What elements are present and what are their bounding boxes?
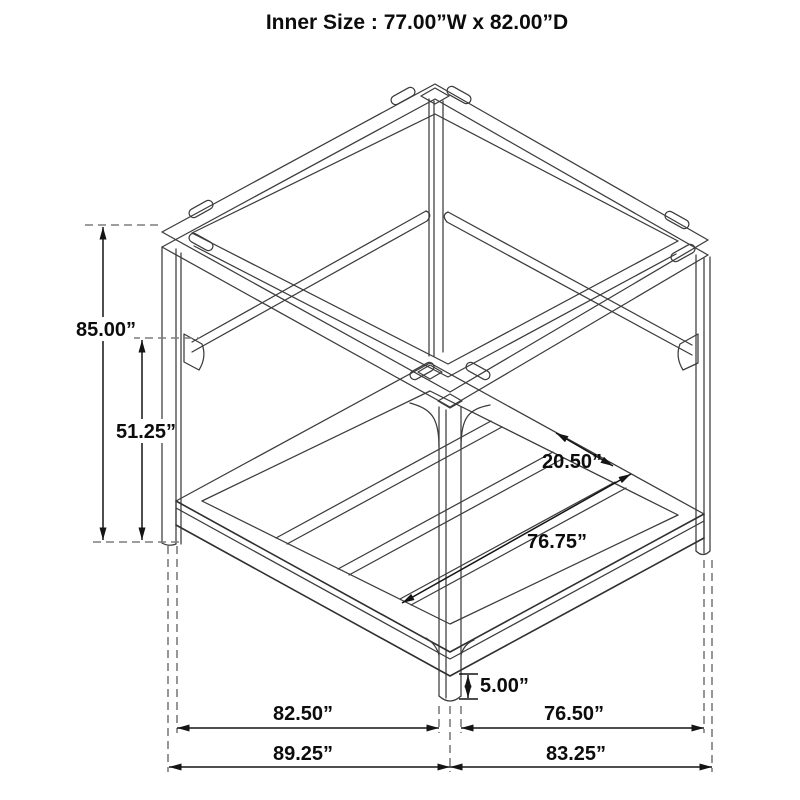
right-post <box>696 255 710 555</box>
dim-overall-height: 85.00” <box>75 319 137 341</box>
dim-rail-height: 51.25” <box>115 421 177 443</box>
front-post <box>410 403 490 701</box>
dim-slat-spacing: 20.50” <box>541 451 603 473</box>
platform-slats <box>276 421 626 605</box>
bottom-dimensions <box>168 546 712 772</box>
left-mid-rail <box>184 211 430 370</box>
dim-overall-width: 83.25” <box>545 743 607 765</box>
dim-inner-width: 76.50” <box>543 703 605 725</box>
mid-rails <box>184 211 698 370</box>
frame-slots <box>187 85 696 263</box>
leg-dimension <box>459 674 529 699</box>
dim-overall-depth: 89.25” <box>272 743 334 765</box>
dim-inner-depth: 82.50” <box>272 703 334 725</box>
platform-dimensions <box>402 433 631 603</box>
corner-posts <box>162 99 710 701</box>
back-post <box>429 99 443 356</box>
drawing-title: Inner Size : 77.00”W x 82.00”D <box>265 11 569 34</box>
dim-slat-length: 76.75” <box>526 531 588 553</box>
corner-cap-back <box>421 88 449 104</box>
top-frame <box>162 84 708 408</box>
platform <box>176 361 704 676</box>
dim-leg-height: 5.00” <box>480 675 529 697</box>
rail-bracket-left <box>184 334 204 370</box>
